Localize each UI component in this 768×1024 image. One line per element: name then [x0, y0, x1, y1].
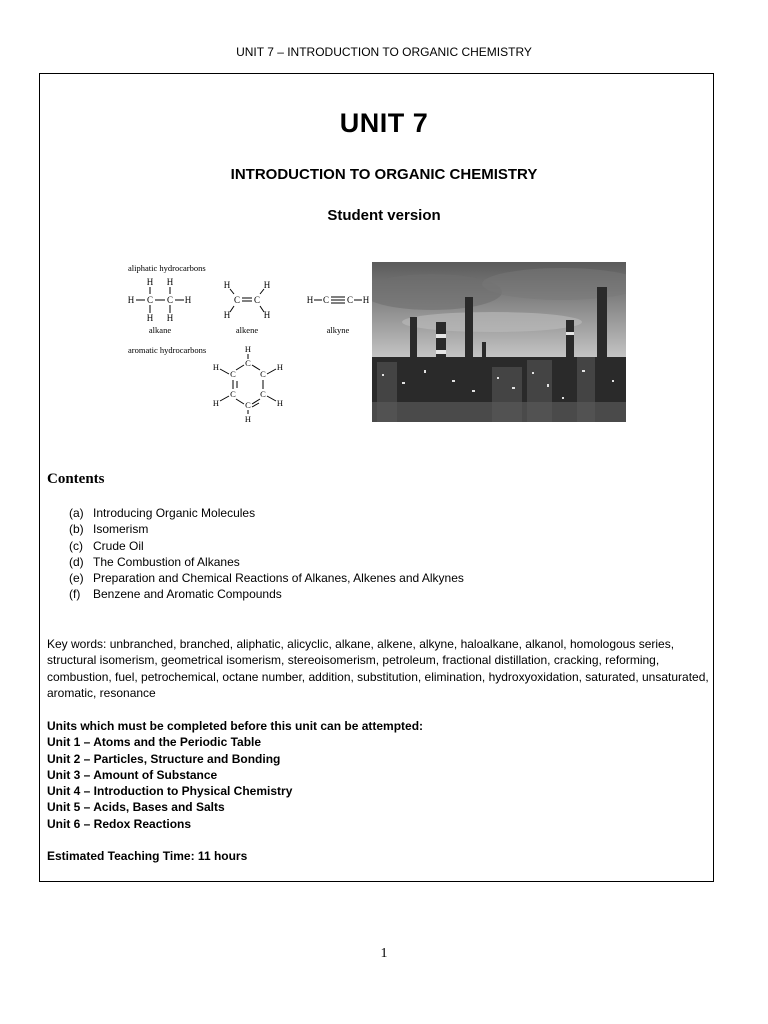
list-item: [69, 538, 464, 554]
svg-text:H: H: [244, 344, 252, 354]
prerequisite-unit: Unit 3 – Amount of Substance: [47, 767, 218, 782]
svg-text:H: H: [212, 398, 220, 408]
svg-text:C: C: [346, 295, 354, 305]
svg-text:H: H: [212, 362, 220, 372]
alkane-label: alkane: [148, 325, 172, 335]
svg-text:C: C: [253, 295, 261, 305]
contents-heading: Contents: [47, 471, 105, 487]
svg-text:C: C: [230, 369, 236, 379]
list-marker: (b): [69, 522, 84, 537]
svg-text:H: H: [223, 280, 231, 290]
aromatic-label: aromatic hydrocarbons: [128, 345, 207, 355]
svg-text:C: C: [245, 400, 251, 410]
list-item: [69, 586, 464, 602]
list-item-label: Crude Oil: [93, 538, 144, 553]
prerequisite-unit: Unit 6 – Redox Reactions: [47, 816, 192, 831]
svg-text:C: C: [166, 295, 174, 305]
alkene-structure: [224, 280, 271, 320]
svg-text:H: H: [127, 295, 135, 305]
list-marker: (e): [69, 571, 84, 586]
list-item-label: Benzene and Aromatic Compounds: [93, 587, 282, 602]
page-number: 1: [380, 946, 388, 961]
unit-subtitle: INTRODUCTION TO ORGANIC CHEMISTRY: [230, 166, 538, 183]
alkyne-label: alkyne: [326, 325, 350, 335]
teaching-time: Estimated Teaching Time: 11 hours: [47, 849, 248, 863]
version-label: Student version: [327, 207, 441, 224]
list-item-label: The Combustion of Alkanes: [93, 554, 240, 569]
svg-text:H: H: [244, 414, 252, 424]
svg-text:C: C: [233, 295, 241, 305]
hydrocarbon-structures-diagram: [120, 260, 375, 430]
prerequisite-unit: Unit 4 – Introduction to Physical Chemistry: [47, 784, 293, 799]
list-item-label: Preparation and Chemical Reactions of Alkanes, Alkenes and Alkynes: [93, 571, 464, 586]
running-header: UNIT 7 – INTRODUCTION TO ORGANIC CHEMISTRY: [236, 45, 532, 59]
list-item: [69, 521, 464, 537]
prerequisites-block: [47, 718, 687, 832]
list-item: [69, 505, 464, 521]
list-item: [69, 570, 464, 586]
list-item-label: Introducing Organic Molecules: [93, 506, 256, 520]
prerequisite-unit: Unit 2 – Particles, Structure and Bonding: [47, 751, 281, 766]
key-words-paragraph: Key words: unbranched, branched, aliphatic, alicyclic, alkane, alkene, alkyne, haloalkane, alkanol, homologous series, structural isomerism, geometrical isomerism, stereoisomerism, petroleum, fractional distillation, cracking, reforming, combustion, fuel, petrochemical, octane number, addition, substitution, elimination, hydroxyoxidation, saturated, unsaturated, aromatic, resonance: [47, 637, 709, 700]
svg-text:C: C: [245, 358, 251, 368]
alkene-label: alkene: [235, 325, 259, 335]
refinery-photo: [372, 262, 626, 422]
list-item: [69, 554, 464, 570]
svg-text:H: H: [166, 313, 174, 323]
svg-text:H: H: [362, 295, 370, 305]
contents-list: [69, 505, 464, 603]
svg-text:H: H: [263, 310, 271, 320]
svg-text:C: C: [322, 295, 330, 305]
list-item-label: Isomerism: [93, 522, 149, 537]
svg-text:H: H: [223, 310, 231, 320]
svg-text:H: H: [146, 277, 154, 287]
svg-text:C: C: [260, 389, 266, 399]
prerequisite-unit: Unit 5 – Acids, Bases and Salts: [47, 800, 225, 815]
prerequisites-heading: Units which must be completed before this unit can be attempted:: [47, 719, 424, 733]
aliphatic-label: aliphatic hydrocarbons: [128, 263, 206, 273]
list-marker: (a): [69, 506, 84, 520]
unit-title: UNIT 7: [339, 108, 429, 138]
list-marker: (f): [69, 587, 81, 602]
list-marker: (c): [69, 538, 83, 553]
svg-text:C: C: [146, 295, 154, 305]
svg-text:C: C: [260, 369, 266, 379]
svg-text:H: H: [276, 362, 284, 372]
svg-text:H: H: [263, 280, 271, 290]
list-marker: (d): [69, 554, 84, 569]
prerequisite-unit: Unit 1 – Atoms and the Periodic Table: [47, 735, 262, 750]
svg-text:H: H: [184, 295, 192, 305]
svg-text:H: H: [166, 277, 174, 287]
svg-text:H: H: [146, 313, 154, 323]
svg-text:C: C: [230, 389, 236, 399]
svg-text:H: H: [306, 295, 314, 305]
svg-text:H: H: [276, 398, 284, 408]
